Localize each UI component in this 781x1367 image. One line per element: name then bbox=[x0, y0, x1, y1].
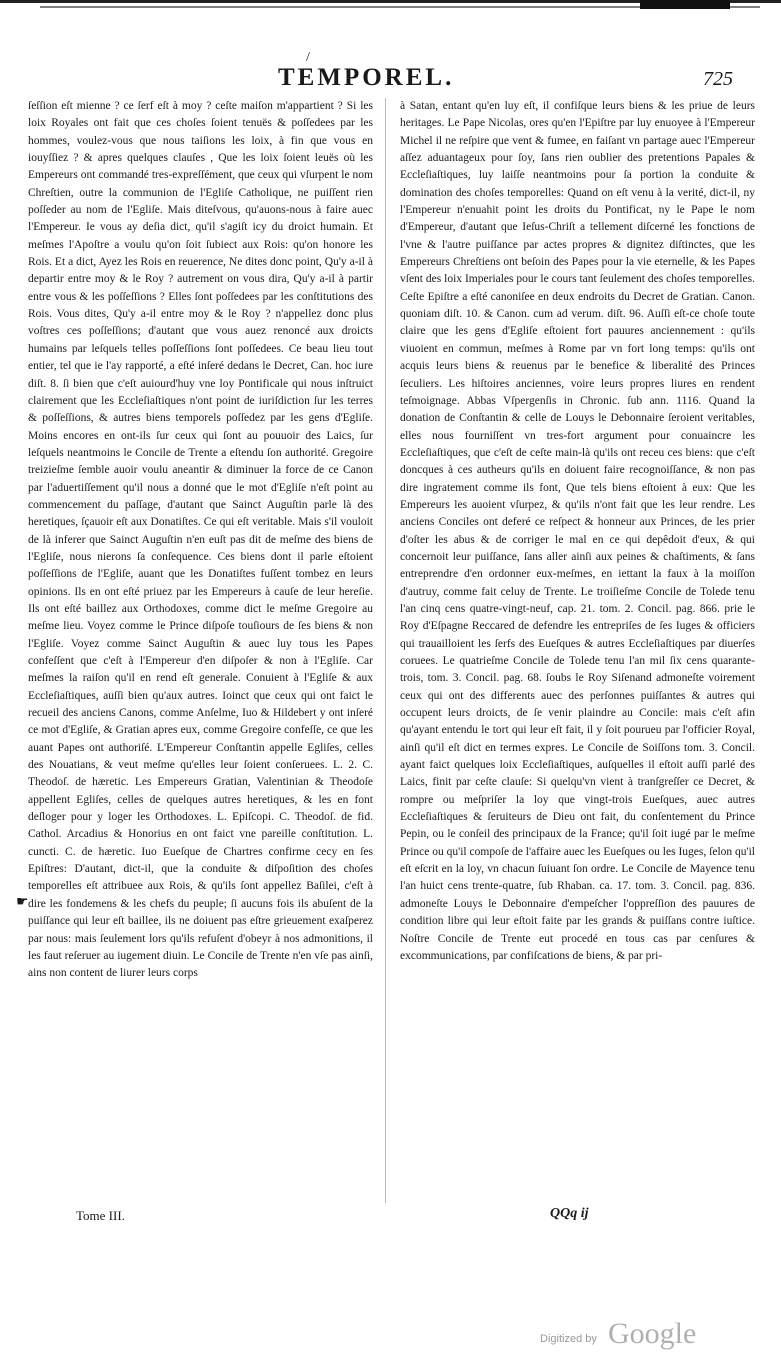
digitization-watermark bbox=[540, 1317, 720, 1357]
ink-mark: / bbox=[306, 50, 310, 65]
left-column bbox=[16, 98, 373, 983]
left-column-text: ſeſſion eſt mienne ? ce ſerf eſt à moy ? ceſte maiſon m'appartient ? Si les loix Royales ont fait que ces choſes ſoient tenuës & poſſedees par les hommes, voulez-vous que nous taiſions les loix, à fin que vous en iouyſſiez ? & apres quelques clauſes , Que les loix ſoient leuës où les Empereurs ont commandé tres-expreſſément, que ceux qui vſurpent le nom Chreſtien, outre la communion de l'Egliſe Catholique, ne puiſſent rien poſſeder au nom de l'Egliſe. Mais diteſvous, qu'auons-nous à faire auec l'Empereur. Ie vous ay deſia dict, qu'il s'agiſt icy du droict humain. Et meſmes l'Apoſtre a voulu qu'on ſoit ſubiect aux Rois: qu'on honore les Rois. Et a dict, Ayez les Rois en reuerence, Ne dites donc point, Qu'y a-il à departir entre moy & le Roy ? autrement on vous dira, Qu'y a-il à partir entre vous & les poſſeſſions ? Elles ſont poſſedees par les conſtitutions des Rois. Vous dites, Qu'y a-il entre moy & le Roy ? n'appellez donc plus voſtres ces poſſeſſions; d'autant que vous auez renoncé aux droicts humains par leſquels telles poſſeſſions ſont poſſedees. Ce beau lieu tout entier, tel que ie l'ay rapporté, a eſté inſeré dedans le Decret, Can. hoc iure diſt. 8. ſi bien que c'eſt auiourd'huy vne loy Pontificale qui nous inſtruict clairement que les Eccleſiaſtiques n'ont point de iuriſdiction ſur les terres & poſſeſſions, & autres biens temporels poſſedez par les gens d'Egliſe. Moins encores en ont-ils ſur ceux qui ſont au pouuoir des Laics, ſur leſquels neantmoins le Concile de Trente a eſtendu ſon authorité. Gregoire treizieſme ſemble auoir voulu aneantir & diminuer la force de ce Canon par l'aduertiſſement qu'il nous a donné que le mot d'Egliſe n'eſt point au commencement du paſſage, d'autant que Sainct Auguſtin parle là des heretiques, ſçauoir eſt aux Donatiſtes. Ce qui eſt veritable. Mais s'il vouloit de là inferer que Sainct Auguſtin n'en euſt pas dit de meſme des biens de l'Egliſe, nous nierons ſa conſequence. Ces biens dont il parle eſtoient poſſeſſions de l'Egliſe, auant que les Donatiſtes fuſſent tombez en leurs opinions. Ils en ont eſté priuez par les Empereurs à cauſe de leur hereſie. Ils ont eſté baillez aux Orthodoxes, comme dict le meſme Gregoire au meſme lieu. Voyez comme le Prince diſpoſe touſiours de ſes biens & non l'Egliſe. Voyez comme Sainct Auguſtin & auec luy tous les Papes confeſſent que c'eſt à l'Empereur d'en diſpoſer & non à l'Egliſe. Car meſmes la raiſon qu'il en rend eſt generale. Conuient à l'Egliſe & aux Eccleſiaſtiques, auſſi bien qu'aux autres. Ioinct que ceux qui ont faict le recueil des anciens Canons, comme Anſelme, Iuo & Hildebert y ont inſeré ce mot d'Egliſe, & Gratian apres eux, comme Gregoire confeſſe, ce que les auant Papes ont authoriſé. L'Empereur Conſtantin appelle Egliſes, celles des Nouatians, & veut meſme qu'elles leur ſoient conſeruees. L. 2. C. Theodoſ. de hæretic. Les Empereurs Gratian, Valentinian & Theodoſe appellent Egliſes, celles de quelques autres heretiques, & les en font deſloger pour y loger les Orthodoxes. L. Epiſcopi. C. Theodoſ. de fid. Cathol. Arcadius & Honorius en ont faict vne pareille conſtitution. L. cuncti. C. de hæretic. Iuo Eueſque de Chartres confirme cecy en ſes Epiſtres: D'autant, dict-il, que la conduite & diſpoſition des choſes temporelles eſt attribuee aux Rois, & qu'ils ſont appellez Baſilei, c'eſt à dire les fondemens & les chefs du peuple; ſi aucuns fois ils abuſent de la puiſſance qui leur eſt baillee, ils ne doiuent pas eſtre grieuement exaſperez par nous: mais ſeulement lors qu'ils refuſent d'obeyr à nos admonitions, il les faut reſeruer au iugement diuin. Le Concile de Trente n'en vſe pas ainſi, ains non content de liurer leurs corps bbox=[28, 100, 373, 980]
running-title: TEMPOREL. bbox=[278, 64, 455, 91]
google-logo: Google bbox=[608, 1317, 697, 1350]
right-column-text: à Satan, entant qu'en luy eſt, il confiſque leurs biens & les priue de leurs heritages. Le Pape Nicolas, ores qu'en l'Epiſtre par luy enuoyee à l'Empereur Michel il ne reſpire que vent & fumee, en faiſant vn partage auec l'Empereur aſſez aduantageux pour ſoy, ſans rien oublier des pretentions Papales & Eccleſiaſtiques, luy laiſſe neantmoins pour ſa portion la conduite & domination des choſes temporelles: Quand on eſt venu à la verité, dict-il, ny l'Empereur n'enuahit point les droits du Pontificat, ny le Pape le nom d'Empereur, d'autant que Ieſus-Chriſt a tellement diſcerné les fonctions de l'vne & l'autre puiſſance par actes propres & dignitez diſtinctes, que les Empereurs Chreſtiens ont beſoin des Papes pour la vie eternelle, & les Papes vſent des loix Imperiales pour le cours tant ſeulement des choſes temporelles. Ceſte Epiſtre a eſté canoniſee en deux endroits du Decret de Gratian. Canon. quoniam diſt. 10. & Canon. cum ad verum. diſt. 96. Auſſi eſt-ce choſe toute claire que les gens d'Egliſe eſtoient fort pauures anciennement : qu'ils viuoient en commun, meſmes à Rome par vn fort long temps: qu'ils ont acquis leurs biens & reuenus par le benefice & liberalité des Princes ſeculiers. Les hiſtoires anciennes, voire leurs propres liures en rendent teſmoignage. Abbas Vſpergenſis in Chronic. ſub ann. 1116. Quand la donation de Conſtantin & celle de Louys le Debonnaire ſeroient veritables, elles nous fourniſſent vn tres-fort argument pour conuaincre les Eccleſiaſtiques, que c'eſt de ceſte main-là qu'ils ont receu ces biens: que c'eſt doncques à ces autheurs qu'ils en doiuent faire recognoiſſance, & non pas dire ingratement comme ils font, Que tels biens eſtoient à eux: Que les Empereurs les auoient vſurpez, & qu'ils n'ont fait que les leur rendre. Les anciens Conciles ont deferé ce reſpect & honneur aux Princes, de les prier d'oſter les abus & de corriger le mal en ce qui depêdoit d'eux, & qui concernoit leur puiſſance, ſans aller ainſi aux peines & chaſtiments, & ſans entreprendre d'en ordonner eux-meſmes, en iettant la faux à la moiſſon d'autruy, comme fait celuy de Trente. Le troiſieſme Concile de Tolede tenu l'an cinq cens quatre-vingt-neuf, cap. 21. tom. 2. Concil. pag. 866. prie le Roy d'Eſpagne Reccared de defendre les entrepriſes de ſes Iuges & officiers qui trauailloient les ſerfs des Eueſques & autres Eccleſiaſtiques par diuerſes coruees. Le quatrieſme Concile de Tolede tenu l'an mil ſix cens quarante-trois, tom. 3. Concil. pag. 68. ſoubs le Roy Siſenand admoneſte voirement ceux qui ont des differents auec des perſonnes puiſſantes & autres qui occupent leurs droicts, de ſe venir plaindre au Concile: mais c'eſt afin qu'ayant entendu le tort qui leur eſt fait, il y ſoit pourueu par l'officier Royal, ainſi qu'il eſt dict en termes expres. Le Concile de Soiſſons tom. 3. Concil. ayant faict quelques loix Eccleſiaſtiques, auſquelles il eſtoit auſſi parlé des Laics, finit par ceſte clauſe: Si quelqu'vn vient à tranſgreſſer ce Decret, & rompre ou meſpriſer la loy que vingt-trois Eueſques, auec autres Eccleſiaſtiques & ſeruiteurs de Dieu ont fait, du conſentement du Prince Pepin, ou le conſeil des principaux de la France; qu'il ſoit iugé par le meſme Prince ou qu'il compoſe de l'affaire auec les Eueſques ou les Iuges, ſelon qu'il eſt eſcrit en la loy, vn chacun ſuiuant ſon ordre. Le Concile de Mayence tenu l'an huict cens trente-quatre, ſub Rhaban. ca. 17. tom. 3. Concil. pag. 836. admoneſte Louys le Debonnaire d'empeſcher l'oppreſſion des pauures de condition libre qui leur eſtoit faite par les grands & puiſſans contre iuſtice. Noſtre Concile de Trente eut procedé en tous cas par cenſures & excommunications, par confiſcations de biens, & par pri- bbox=[400, 100, 755, 962]
volume-label: Tome III. bbox=[76, 1208, 125, 1223]
watermark-prefix: Digitized by bbox=[540, 1333, 597, 1345]
book-page bbox=[16, 50, 775, 1258]
signature-mark: QQq ij bbox=[550, 1206, 589, 1221]
top-page-edge bbox=[0, 0, 781, 14]
page-header bbox=[20, 50, 775, 98]
column-divider bbox=[385, 98, 386, 1203]
page-footer bbox=[20, 1208, 775, 1238]
text-columns bbox=[16, 98, 775, 1203]
pointing-hand-icon: ☛ bbox=[16, 895, 29, 910]
page-number: 725 bbox=[703, 68, 733, 90]
right-column bbox=[400, 98, 755, 965]
